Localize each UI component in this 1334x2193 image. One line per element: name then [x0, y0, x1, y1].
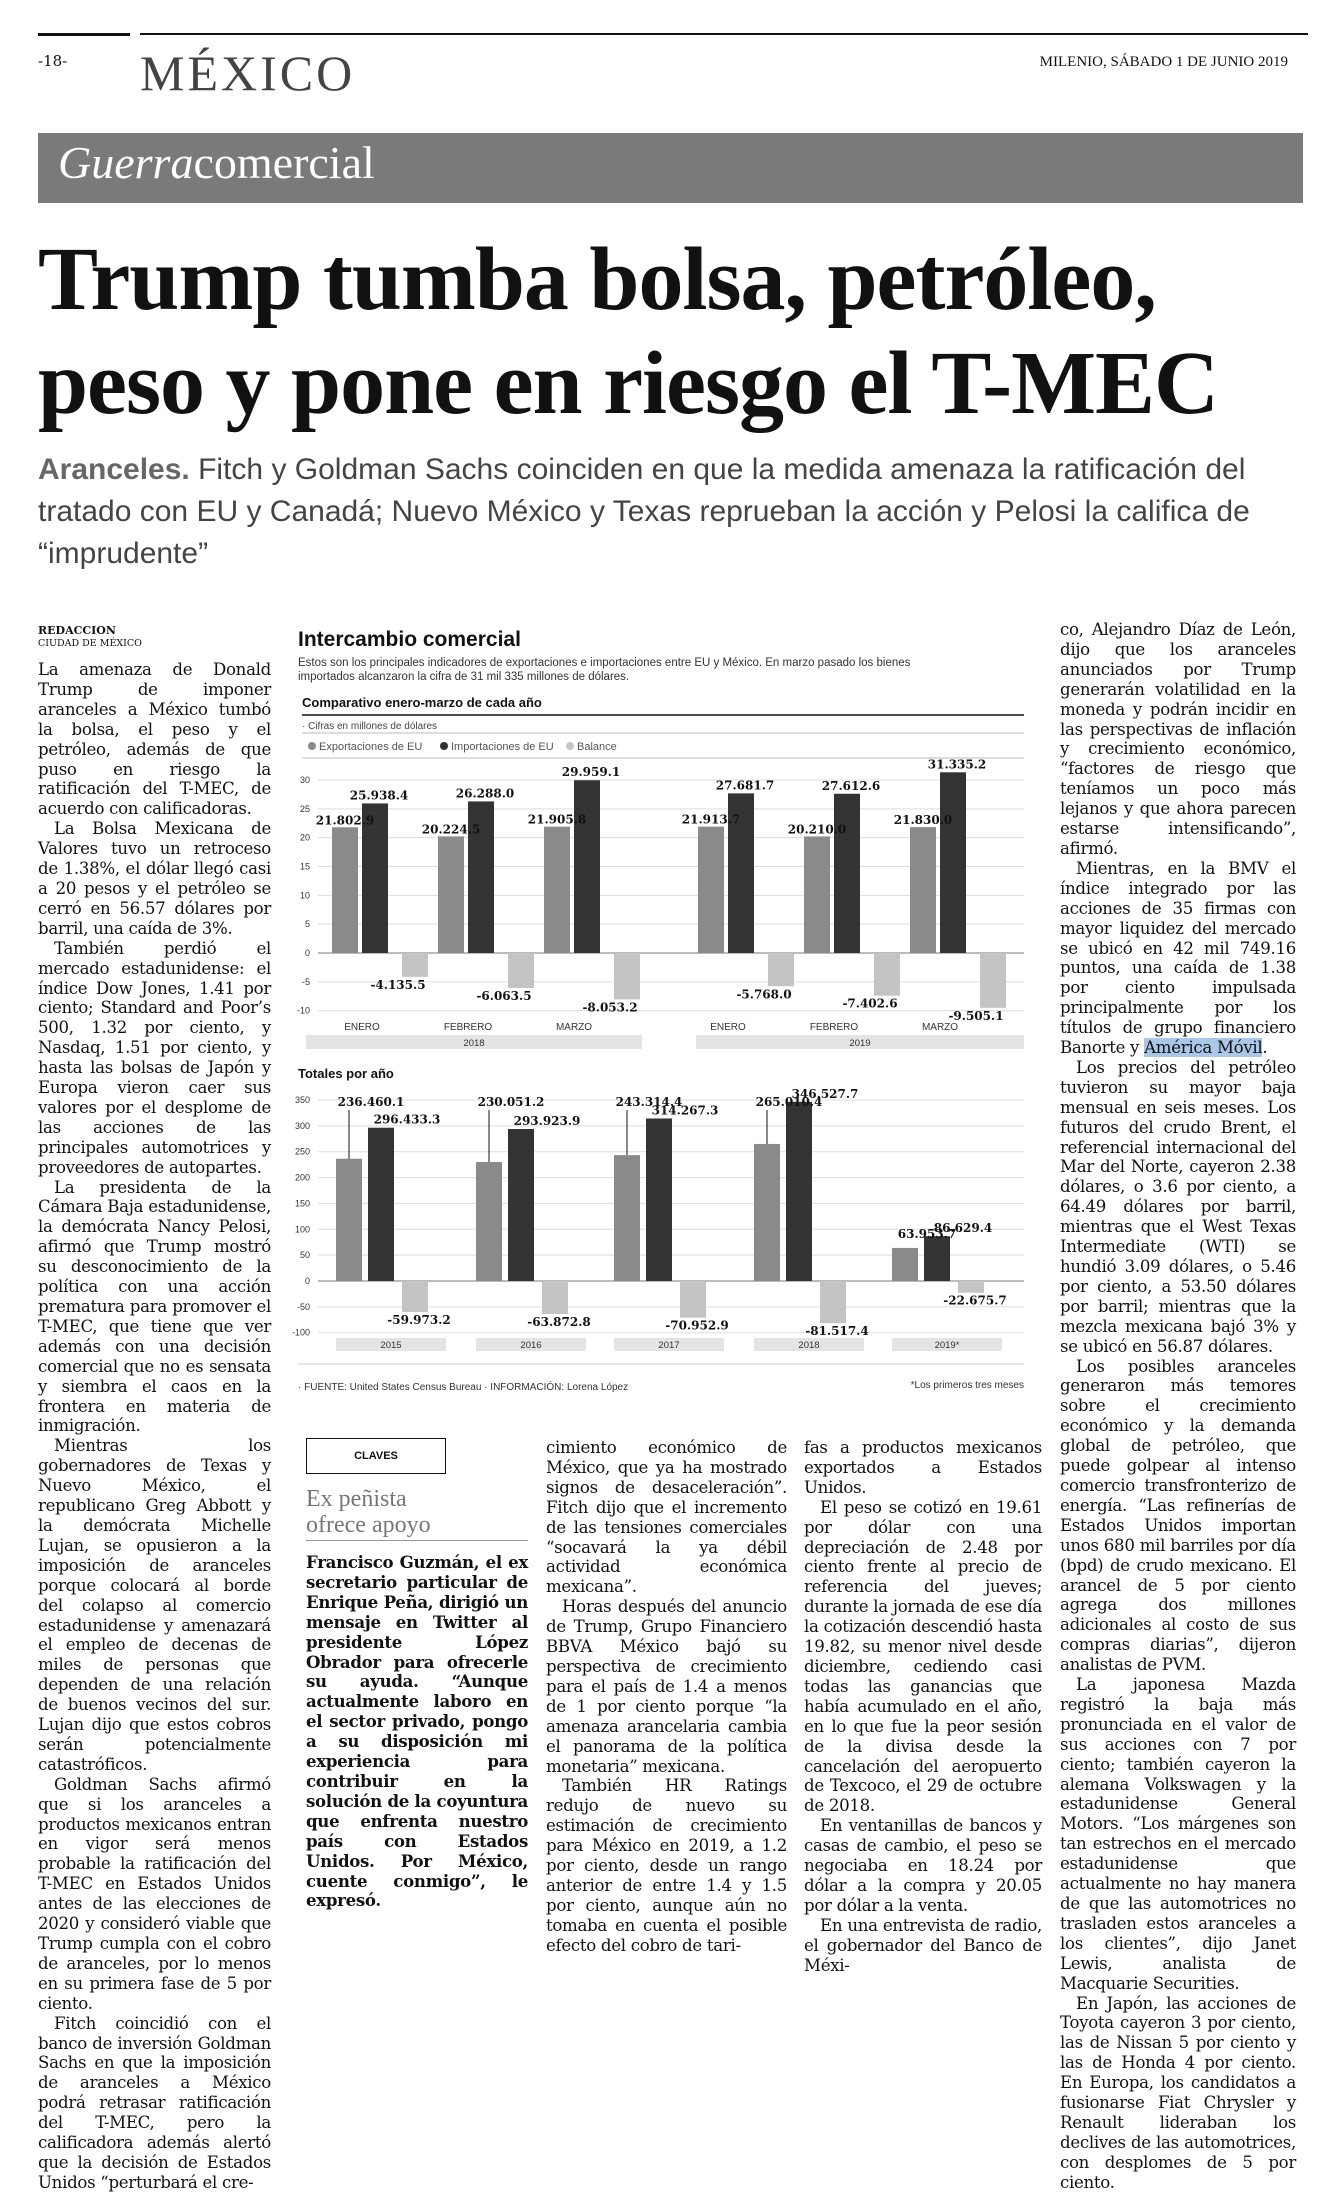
category-label: ENERO	[344, 1022, 380, 1033]
data-label: 86.629.4	[933, 1221, 993, 1236]
paragraph: También perdió el mercado estadunidense: el índice Dow Jones, 1.41 por ciento; Standard and Poor’s 500, 1.32 por ciento, y Nasdaq, 1.51 por ciento, y hasta las bolsas de Japón y Europa vieron caer sus valores por el desplome de las acciones de las principales automotrices y proveedores de autopartes.	[38, 938, 271, 1177]
data-label: -8.053.2	[582, 1000, 638, 1015]
bar-exports	[438, 836, 464, 953]
group-label: 2019	[849, 1038, 871, 1049]
data-label: 243.314.4	[615, 1095, 683, 1109]
category-label: FEBRERO	[809, 1022, 859, 1033]
article-column-4	[804, 1438, 1042, 1975]
data-label: -59.973.2	[387, 1313, 451, 1328]
paragraph: Horas después del anuncio de Trump, Grupo Financiero BBVA México bajó su perspectiva de crecimiento para el país de 1.4 a menos de 1 por ciento porque “la amenaza arancelaria cambia el panorama de la política monetaria” mexicana.	[546, 1597, 787, 1776]
data-label: 236.460.1	[337, 1095, 405, 1109]
category-label: 2015	[380, 1340, 402, 1351]
category-label: 2019*	[934, 1340, 960, 1351]
paragraph: co, Alejandro Díaz de León, dijo que los aranceles anunciados por Trump generarán volatilidad en la moneda y podrán incidir en las perspectivas de inflación y crecimiento económico, “factores de riesgo que teníamos un poco más lejanos y que ahora parecen estarse intensificando”, afirmó.	[1060, 620, 1296, 858]
text: .	[1262, 1038, 1268, 1058]
claves-box: CLAVES	[306, 1438, 446, 1474]
kicker-italic: Guerra	[58, 137, 194, 188]
top-rule-left	[38, 33, 130, 36]
y-tick-label: 15	[299, 861, 310, 872]
sidebar-body: Francisco Guzmán, el ex secretario particular de Enrique Peña, dirigió un mensaje en Twitter al presidente López Obrador para ofrecerle su ayuda. “Aunque actualmente laboro en el sector privado, pongo a su disposición mi experiencia para contribuir en la solución de la coyuntura que enfrenta nuestro país con Estados Unidos. Por México, cuente conmigo”, le expresó.	[306, 1552, 528, 1911]
category-label: MARZO	[555, 1022, 593, 1033]
bar-exports	[754, 1144, 780, 1281]
data-label: 314.267.3	[651, 1103, 719, 1118]
data-label: -9.505.1	[948, 1008, 1004, 1023]
bar-balance	[768, 953, 794, 986]
dateline: MILENIO, SÁBADO 1 DE JUNIO 2019	[1039, 54, 1288, 70]
y-tick-label: 200	[294, 1172, 310, 1183]
bar-exports	[614, 1155, 640, 1281]
paragraph: Fitch coincidió con el banco de inversión Goldman Sachs en que la imposición de aranceles a México podrá retrasar ratificación del T-MEC, pero la calificadora además alertó que la decisión de Estados Unidos “perturbará el cre-	[38, 2013, 271, 2192]
headline	[38, 228, 1308, 436]
data-label: 26.288.0	[455, 786, 515, 801]
category-label: ENERO	[710, 1022, 746, 1033]
section-title: MÉXICO	[140, 45, 356, 101]
headline-line-1: Trump tumba bolsa, petróleo,	[38, 230, 1156, 329]
chart-description: importados alcanzaron la cifra de 31 mil 335 millones de dólares.	[298, 671, 630, 683]
y-tick-label: -100	[291, 1327, 310, 1338]
paragraph: Los precios del petróleo tuvieron su mayor baja mensual en seis meses. Los futuros del crudo Brent, el referencial internacional del Mar del Norte, cayeron 2.38 dólares, o 3.6 por ciento, a 64.49 dólares por barril, mientras que el West Texas Intermediate (WTI) se hundió 3.09 dólares, o 5.46 por ciento, a 53.50 dólares por barril; mientras que la mezcla mexicana bajó 3% y se ubicó en 56.87 dólares.	[1060, 1057, 1296, 1356]
y-tick-label: 10	[299, 890, 310, 901]
paragraph: La amenaza de Donald Trump de imponer aranceles a México tumbó la bolsa, el peso y el petróleo, además de que puso en riesgo la ratificación del T-MEC, de acuerdo con calificadoras.	[38, 660, 271, 819]
paragraph: La japonesa Mazda registró la baja más pronunciada en el valor de sus acciones con 7 por ciento; también cayeron la alemana Volkswagen y la estadunidense General Motors. “Los márgenes son tan estrechos en el mercado estadunidense que actualmente no hay manera de que las automotrices no trasladen estos aranceles a los clientes”, dijo Janet Lewis, analista de Macquarie Securities.	[1060, 1675, 1296, 1993]
paragraph: En Japón, las acciones de Toyota cayeron 3 por ciento, las de Nissan 5 por ciento y las de Honda 4 por ciento. En Europa, los candidatos a fusionarse Fiat Chrysler y Renault lideraban los declives de las automotrices, con desplomes de 5 por ciento.	[1060, 1993, 1296, 2192]
data-label: -22.675.7	[943, 1293, 1007, 1308]
legend-label: Exportaciones de EU	[319, 741, 423, 753]
bar-imports	[924, 1236, 950, 1281]
y-tick-label: -5	[301, 976, 310, 987]
y-tick-label: 350	[294, 1095, 310, 1105]
deck	[38, 449, 1308, 575]
data-label: 265.010.4	[755, 1095, 823, 1109]
data-label: 20.224.5	[421, 822, 481, 837]
text: Mientras, en la BMV el índice integrado por las acciones de 35 firmas con mayor liquidez del mercado se ubicó en 42 mil 749.16 puntos, una caída de 1.38 por ciento impulsada principalmente por los títulos de grupo financiero Banorte y	[1060, 858, 1296, 1058]
sidebar-title	[306, 1486, 431, 1538]
paragraph: También HR Ratings redujo de nuevo su estimación de crecimiento para México en 2019, a 1.2 por ciento, desde un rango anterior de entre 1.4 y 1.5 por ciento, aunque aún no tomaba en cuenta el posible efecto del cobro de tari-	[546, 1776, 787, 1955]
bar-balance	[980, 953, 1006, 1008]
byline: REDACCION	[38, 624, 116, 637]
kicker	[58, 136, 375, 189]
data-label: 25.938.4	[349, 788, 409, 803]
article-column-1	[38, 660, 271, 2193]
data-label: -7.402.6	[842, 996, 898, 1011]
paragraph: Goldman Sachs afirmó que si los aranceles a productos mexicanos entran en vigor será menos probable la ratificación del T-MEC en Estados Unidos antes de las elecciones de 2020 y consideró viable que Trump cumpla con el cobro de aranceles, por lo menos en su primera fase de 5 por ciento.	[38, 1774, 271, 2013]
bar-exports	[476, 1162, 502, 1281]
y-tick-label: -50	[296, 1301, 310, 1312]
paragraph: La Bolsa Mexicana de Valores tuvo un retroceso de 1.38%, el dólar llegó casi a 20 pesos y el petróleo se cerró en 56.57 dólares por barril, una caída de 3%.	[38, 819, 271, 938]
bar-imports	[368, 1128, 394, 1281]
kicker-rest: comercial	[193, 137, 375, 188]
bar-balance	[958, 1281, 984, 1293]
data-label: 29.959.1	[561, 765, 621, 780]
paragraph: En ventanillas de bancos y casas de cambio, el peso se negociaba en 18.24 por dólar a la compra y 20.05 por dólar a la venta.	[804, 1816, 1042, 1915]
legend-swatch	[308, 742, 316, 750]
paragraph: En una entrevista de radio, el gobernador del Banco de Méxi-	[804, 1915, 1042, 1975]
legend-swatch	[440, 742, 448, 750]
category-label: 2018	[798, 1340, 820, 1351]
bar-balance	[820, 1281, 846, 1323]
y-tick-label: 5	[304, 919, 310, 930]
data-label: 20.210.0	[787, 822, 847, 837]
bar-imports	[508, 1129, 534, 1281]
deck-lead: Aranceles.	[38, 453, 190, 486]
bar-imports	[834, 794, 860, 953]
top-rule	[140, 33, 1308, 35]
data-label: -6.063.5	[476, 988, 532, 1003]
bar-imports	[786, 1102, 812, 1281]
bar-exports	[910, 827, 936, 953]
chart-source: · FUENTE: United States Census Bureau · INFORMACIÓN: Lorena López	[298, 1382, 629, 1393]
page-number: -18-	[38, 52, 68, 70]
paragraph: Mientras los gobernadores de Texas y Nuevo México, el republicano Greg Abbott y la demócrata Michelle Lujan, se opusieron a la imposición de aranceles porque colocará al borde del colapso al comercio estadunidense y amenazará el empleo de decenas de miles de personas que dependen de una relación de buenos vecinos del sur. Lujan dijo que estos cobros serán potencialmente catastróficos.	[38, 1436, 271, 1774]
selected-text[interactable]: América Móvil	[1144, 1038, 1263, 1058]
data-label: 230.051.2	[477, 1095, 545, 1109]
data-label: -4.135.5	[370, 977, 426, 992]
paragraph: cimiento económico de México, que ya ha mostrado signos de desaceleración”. Fitch dijo que el incremento de las tensiones comerciales “socavará la ya débil actividad económica mexicana”.	[546, 1438, 787, 1597]
data-label: 63.953.7	[897, 1226, 957, 1241]
y-tick-label: 0	[304, 1276, 310, 1286]
trade-chart	[291, 626, 1048, 1406]
bar-exports	[892, 1248, 918, 1281]
sidebar-title-line-2: ofrece apoyo	[306, 1512, 431, 1538]
paragraph: Los posibles aranceles generaron más temores sobre el crecimiento económico y la demanda global de petróleo, que puede golpear al intenso comercio transfronterizo de energía. “Las refinerías de Estados Unidos importan unos 680 mil barriles por día (bpd) de crudo mexicano. El arancel de 5 por ciento agrega dos millones adicionales al costo de sus compras diarias”, dijeron analistas de PVM.	[1060, 1356, 1296, 1675]
y-tick-label: 0	[304, 948, 310, 958]
bar-balance	[508, 953, 534, 988]
article-column-3	[546, 1438, 787, 1956]
data-label: -70.952.9	[665, 1318, 729, 1333]
category-label: MARZO	[921, 1022, 959, 1033]
data-label: -81.517.4	[805, 1324, 869, 1339]
y-tick-label: -10	[296, 1005, 310, 1016]
bar-imports	[574, 780, 600, 953]
chart-title: Intercambio comercial	[298, 628, 521, 651]
paragraph: La presidenta de la Cámara Baja estadunidense, la demócrata Nancy Pelosi, afirmó que Trump mostró su desconocimiento de la política con una acción prematura para promover el T-MEC, que tiene que ver además con una decisión comercial que no es sensata y siembra el caos en la frontera en materia de inmigración.	[38, 1177, 271, 1436]
data-label: -63.872.8	[527, 1315, 591, 1330]
y-tick-label: 300	[294, 1120, 310, 1131]
y-tick-label: 150	[294, 1198, 310, 1209]
bar-exports	[698, 827, 724, 953]
bar-balance	[680, 1281, 706, 1318]
chart-subtitle: Totales por año	[298, 1066, 394, 1081]
bar-exports	[544, 827, 570, 953]
deck-text: Fitch y Goldman Sachs coinciden en que la medida amenaza la ratificación del tratado con EU y Canadá; Nuevo México y Texas reprueban la acción y Pelosi la califica de “imprudente”	[38, 453, 1250, 570]
y-tick-label: 30	[299, 775, 310, 785]
legend-label: Balance	[577, 741, 617, 753]
data-label: 31.335.2	[927, 757, 987, 772]
data-label: 346.527.7	[791, 1086, 859, 1101]
paragraph: fas a productos mexicanos exportados a Estados Unidos.	[804, 1438, 1042, 1497]
data-label: 27.612.6	[821, 778, 881, 793]
y-tick-label: 250	[294, 1146, 310, 1157]
article-column-5	[1060, 620, 1296, 2193]
sidebar-divider	[306, 1540, 528, 1541]
y-tick-label: 20	[299, 832, 310, 843]
bar-imports	[940, 772, 966, 953]
data-label: 21.913.7	[681, 812, 741, 827]
legend-label: Importaciones de EU	[451, 741, 554, 753]
category-label: 2016	[520, 1340, 542, 1351]
y-tick-label: 25	[299, 803, 310, 814]
bar-balance	[402, 1281, 428, 1312]
data-label: 27.681.7	[715, 778, 775, 793]
chart-description: Estos son los principales indicadores de exportaciones e importaciones entre EU y México. En marzo pasado los bienes	[298, 657, 911, 669]
bar-balance	[874, 953, 900, 996]
chart-subtitle: Comparativo enero-marzo de cada año	[302, 695, 542, 710]
data-label: 21.830.0	[893, 813, 953, 828]
unit-note: · Cifras en millones de dólares	[302, 721, 438, 732]
group-label: 2018	[463, 1038, 485, 1049]
category-label: 2017	[658, 1340, 680, 1351]
sidebar-title-line-1: Ex peñista	[306, 1486, 407, 1512]
legend-swatch	[566, 742, 574, 750]
bar-balance	[402, 953, 428, 977]
data-label: 21.802.9	[315, 813, 375, 828]
bar-exports	[332, 827, 358, 953]
headline-line-2: peso y pone en riesgo el T-MEC	[38, 334, 1219, 433]
bar-exports	[804, 836, 830, 953]
category-label: FEBRERO	[443, 1022, 493, 1033]
data-label: -5.768.0	[736, 987, 792, 1002]
y-tick-label: 100	[294, 1224, 310, 1235]
bar-balance	[614, 953, 640, 999]
byline-place: CIUDAD DE MÉXICO	[38, 638, 142, 649]
data-label: 21.905.8	[527, 812, 587, 827]
chart-footnote: *Los primeros tres meses	[910, 1380, 1024, 1391]
data-label: 293.923.9	[513, 1113, 581, 1128]
bar-imports	[646, 1118, 672, 1281]
paragraph: El peso se cotizó en 19.61 por dólar con una depreciación de 2.48 por ciento frente al precio de referencia del jueves; durante la jornada de ese día la cotización descendió hasta 19.82, su menor nivel desde diciembre, cediendo casi todas las ganancias que había acumulado en el año, en lo que fue la peor sesión de la divisa desde la cancelación del aeropuerto de Texcoco, el 29 de octubre de 2018.	[804, 1497, 1042, 1816]
paragraph	[1060, 859, 1296, 1058]
bar-exports	[336, 1159, 362, 1281]
y-tick-label: 50	[299, 1250, 310, 1261]
data-label: 296.433.3	[373, 1112, 441, 1127]
bar-balance	[542, 1281, 568, 1314]
